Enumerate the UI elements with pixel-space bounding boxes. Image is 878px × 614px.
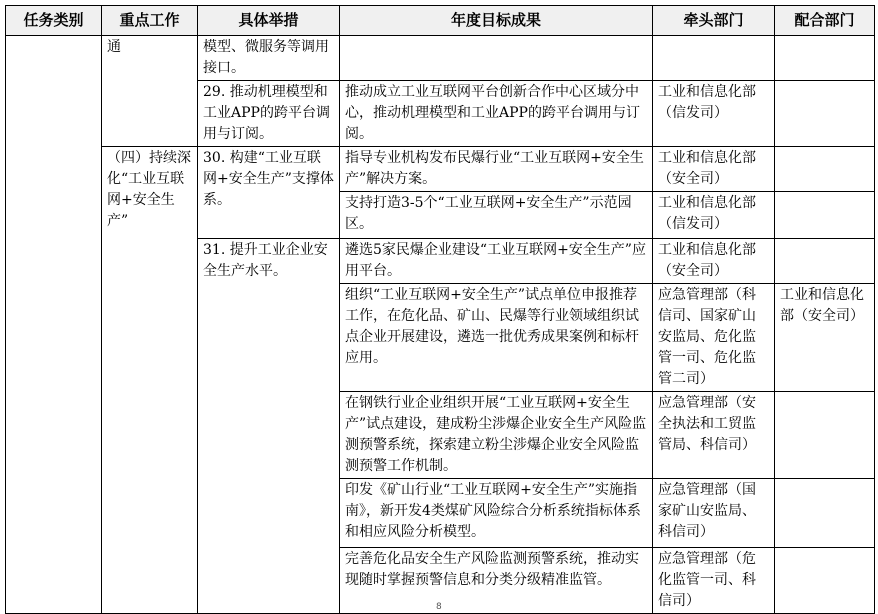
header-task-category: 任务类别: [6, 6, 102, 36]
header-lead-dept: 牵头部门: [653, 6, 775, 36]
support-cell: [775, 36, 875, 81]
header-annual-goal: 年度目标成果: [340, 6, 653, 36]
goal-cell: 推动成立工业互联网平台创新合作中心区域分中心，推动机理模型和工业APP的跨平台调用与订阅。: [340, 81, 653, 147]
goal-cell: 组织“工业互联网+安全生产”试点单位申报推荐工作，在危化品、矿山、民爆等行业领域组织试点企业开展建设，遴选一批优秀成果案例和标杆应用。: [340, 284, 653, 392]
task-table: [5, 5, 875, 614]
header-support-dept: 配合部门: [775, 6, 875, 36]
goal-cell: [340, 36, 653, 81]
measure-cell: 31. 提升工业企业安全生产水平。: [198, 239, 340, 614]
support-cell: [775, 81, 875, 147]
table-row: [6, 36, 875, 81]
lead-cell: 工业和信息化部（安全司）: [653, 239, 775, 284]
table-row: [6, 147, 875, 192]
lead-cell: 工业和信息化部（信发司）: [653, 192, 775, 239]
lead-cell: 工业和信息化部（信发司）: [653, 81, 775, 147]
support-cell: [775, 392, 875, 479]
header-key-work: 重点工作: [102, 6, 198, 36]
goal-cell: 支持打造3-5个“工业互联网+安全生产”示范园区。: [340, 192, 653, 239]
lead-cell: 应急管理部（危化监管一司、科信司）: [653, 548, 775, 614]
goal-cell: 完善危化品安全生产风险监测预警系统，推动实现随时掌握预警信息和分类分级精准监管。: [340, 548, 653, 614]
page-number: 8: [436, 602, 442, 612]
goal-cell: 指导专业机构发布民爆行业“工业互联网+安全生产”解决方案。: [340, 147, 653, 192]
goal-cell: 印发《矿山行业“工业互联网+安全生产”实施指南》，新开发4类煤矿风险综合分析系统指标体系和相应风险分析模型。: [340, 479, 653, 548]
header-measure: 具体举措: [198, 6, 340, 36]
lead-cell: 应急管理部（科信司、国家矿山安监局、危化监管一司、危化监管二司）: [653, 284, 775, 392]
support-cell: [775, 192, 875, 239]
measure-cell: 29. 推动机理模型和工业APP的跨平台调用与订阅。: [198, 81, 340, 147]
support-cell: [775, 548, 875, 614]
lead-cell: [653, 36, 775, 81]
header-row: [6, 6, 875, 36]
support-cell: [775, 239, 875, 284]
lead-cell: 工业和信息化部（安全司）: [653, 147, 775, 192]
goal-cell: 遴选5家民爆企业建设“工业互联网+安全生产”应用平台。: [340, 239, 653, 284]
lead-cell: 应急管理部（安全执法和工贸监管局、科信司）: [653, 392, 775, 479]
support-cell: [775, 147, 875, 192]
measure-cell: 30. 构建“工业互联网+安全生产”支撑体系。: [198, 147, 340, 239]
lead-cell: 应急管理部（国家矿山安监局、科信司）: [653, 479, 775, 548]
task-category-cell: [6, 36, 102, 614]
key-work-cell: 通: [102, 36, 198, 147]
measure-cell: 模型、微服务等调用接口。: [198, 36, 340, 81]
support-cell: 工业和信息化部（安全司）: [775, 284, 875, 392]
support-cell: [775, 479, 875, 548]
goal-cell: 在钢铁行业企业组织开展“工业互联网+安全生产”试点建设，建成粉尘涉爆企业安全生产风险监测预警系统，探索建立粉尘涉爆企业安全风险监测预警工作机制。: [340, 392, 653, 479]
key-work-cell: （四）持续深化“工业互联网+安全生产”: [102, 147, 198, 614]
